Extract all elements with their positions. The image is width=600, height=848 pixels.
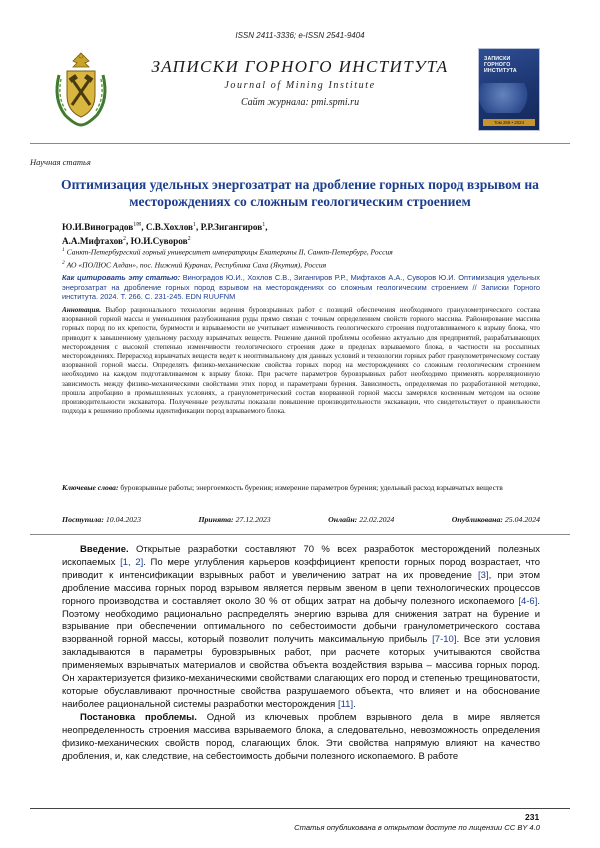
cover-title: ЗАПИСКИ ГОРНОГО ИНСТИТУТА xyxy=(484,56,517,75)
reference-link[interactable]: [7-10] xyxy=(432,634,457,646)
journal-cover-thumbnail xyxy=(478,48,540,131)
affiliation-marker: 1 xyxy=(262,222,266,228)
article-title: Оптимизация удельных энергозатрат на дробление горных пород взрывом на месторождениях со сложным геологическим строением xyxy=(61,177,539,209)
author-name[interactable]: Р.Р.Зигангиров xyxy=(200,222,263,233)
affiliation-item: $^2$ АО «ПОЛЮС Алдан», пос. Нижний Куранах, Республика Саха (Якутия), Россия xyxy=(62,259,327,270)
author-name[interactable]: С.В.Хохлов xyxy=(145,222,194,233)
journal-title: ЗАПИСКИ ГОРНОГО ИНСТИТУТА xyxy=(151,57,449,76)
affiliation-item: $^1$ Санкт-Петербургский горный университет императрицы Екатерины II, Санкт-Петербург, Россия xyxy=(62,247,393,257)
citation-text[interactable]: Виноградов Ю.И., Хохлов С.В., Зигангиров Р.Р., Мифтахов А.А., Суворов Ю.И. Оптимизация удельных энергозатрат на дробление горных пород взрывом на месторождениях со сложным геологическим строением // Записки Горного института. 2024. Т. 266. С. 231-245. EDN RUUFNM xyxy=(62,273,540,302)
citation-label: Как цитировать эту статью: xyxy=(62,273,181,282)
reference-link[interactable]: [4-6] xyxy=(518,595,538,607)
article-body xyxy=(62,544,540,763)
affiliation-marker: 2 xyxy=(187,236,191,243)
author-name[interactable]: Ю.И.Суворов xyxy=(130,236,188,247)
problem-heading: Постановка проблемы. xyxy=(80,711,197,723)
journal-site[interactable]: Сайт журнала: pmi.spmi.ru xyxy=(240,97,360,108)
license-note[interactable]: Статья опубликована в открытом доступе по лицензии CC BY 4.0 xyxy=(294,823,540,832)
author-name[interactable]: Ю.И.Виноградов xyxy=(62,222,134,233)
header-divider xyxy=(30,143,570,144)
dates-divider xyxy=(30,534,570,535)
author-list: Ю.И.Виноградов$^{1✉}$, С.В.Хохлов$^1$, Р.Р.Зигангиров$^1$, А.А.Мифтахов$^2$, Ю.И.Суворов$^2$ xyxy=(62,222,268,247)
intro-paragraph: Введение. Открытые разработки составляют 70 % всех разработок месторождений полезных ископаемых [1, 2]. По мере углубления карьеров коэффициент крепости горных пород возрастает, что приводит к интенсификации взрывных работ и увеличению затрат на их проведение [3], при этом дробление массива горных пород взрывом является первым звеном в цепи технологических процессов горного производства и составляет около 30 % от общих затрат на добычу полезного ископаемого [4-6]. Поэтому необходимо рационально распределять энергию взрыва для снижения затрат на бурение и взрывание при обеспечении оптимального по себестоимости добычи гранулометрического состава взорванной горной массы, который позволит получить максимальную прибыль [7-10]. Все эти условия закладываются в параметры буровзрывных работ, при расчете которых учитываются свойства применяемых взрывчатых материалов и свойства объекта воздействия взрыва – массива горных пород. Он характеризуется физико-механическими свойствами слагающих его пород и степенью трещиноватости, которые обуславливают прочностные свойства разрушаемого объекта, что влияет и на обоснование наиболее рациональной системы разработки месторождения [11]. xyxy=(62,544,540,710)
cover-volume: Том 266 • 2024 xyxy=(483,119,535,126)
affiliation-marker: 2 xyxy=(122,236,126,243)
affiliation-list xyxy=(62,245,542,270)
article-type: Научная статья xyxy=(30,157,91,167)
abstract xyxy=(62,306,540,416)
affiliation-marker: 1 xyxy=(193,222,197,228)
citation-block xyxy=(62,273,540,302)
date-received: Поступила: 10.04.2023 xyxy=(62,515,141,524)
footer-divider xyxy=(30,808,570,809)
journal-subtitle: Journal of Mining Institute xyxy=(224,80,376,91)
abstract-label: Аннотация. xyxy=(62,306,102,314)
intro-heading: Введение. xyxy=(80,544,129,555)
date-online: Онлайн: 22.02.2024 xyxy=(328,515,395,524)
abstract-text: Выбор рационального технологии ведения буровзрывных работ с позиций обеспечения необходимого гранулометрического состава взорванной горной массы и уменьшения разубоживания руды прямо связан с точным определением свойств горного массива. Районирование массива горных пород по их крепости, буримости и взрываемости не учитывает изменчивость геологического строения подготавливаемого к взрыву блока, что приводит к завышенному удельному расходу взрывчатых веществ. Решение данной проблемы особенно актуально для предприятий, разрабатывающих месторождения с высокой степенью изменчивости геологического строения даже в пределах взрываемого блока, в частности на россыпных месторождениях. Перерасход взрывчатых веществ ведет к неоптимальному для данных условий и технологии горных работ гранулометрическому составу взорванной горной массы. Определять физико-механические свойства горных пород на месторождениях со сложным геологическим строением необходимо на каждом подготавливаемом к взрыву блоке. При расчете параметров буровзрывных работ необходимо применять корреляционную зависимость между физико-механическими свойствами этих пород и параметрами бурения. Зависимость, определяемая по разработанной методике, прошла апробацию в промышленных условиях, а гранулометрический состав взорванной горной массы замерялся косвенным методом на основе производительности экскаватора. Полученные результаты показали повышение производительности экскавации, что свидетельствует о правильности подхода к решению проблемы идентификации пород взрываемого блока. xyxy=(62,306,540,416)
issn-line: ISSN 2411-3336; e-ISSN 2541-9404 xyxy=(235,31,365,40)
keywords-text: буровзрывные работы; энергоемкость бурения; измерение параметров бурения; удельный расход взрывчатых веществ xyxy=(120,483,503,492)
affiliation-marker: 1 xyxy=(133,222,137,228)
keywords xyxy=(62,483,540,493)
article-dates xyxy=(62,515,540,524)
mining-institute-emblem-icon xyxy=(45,49,117,129)
corresponding-envelope-icon[interactable]: ✉ xyxy=(136,222,142,228)
date-accepted: Принята: 27.12.2023 xyxy=(198,515,271,524)
reference-link[interactable]: [3] xyxy=(478,569,489,581)
cover-graphic xyxy=(479,83,539,113)
reference-link[interactable]: [11] xyxy=(337,698,354,710)
page-number: 231 xyxy=(525,812,540,822)
reference-link[interactable]: [1, 2] xyxy=(120,556,144,568)
date-published: Опубликована: 25.04.2024 xyxy=(451,515,540,524)
problem-paragraph: Постановка проблемы. Одной из ключевых проблем взрывного дела в мире является неопределенность строения массива взрываемого блока, а следовательно, невозможность определения физико-механических свойств пород, слагающих блок. Эти свойства напрямую влияют на качество дробления, и, как следствие, на себестоимость добычи полезного ископаемого. В работе xyxy=(62,711,540,762)
author-name[interactable]: А.А.Мифтахов xyxy=(62,236,123,247)
keywords-label: Ключевые слова: xyxy=(62,483,119,492)
